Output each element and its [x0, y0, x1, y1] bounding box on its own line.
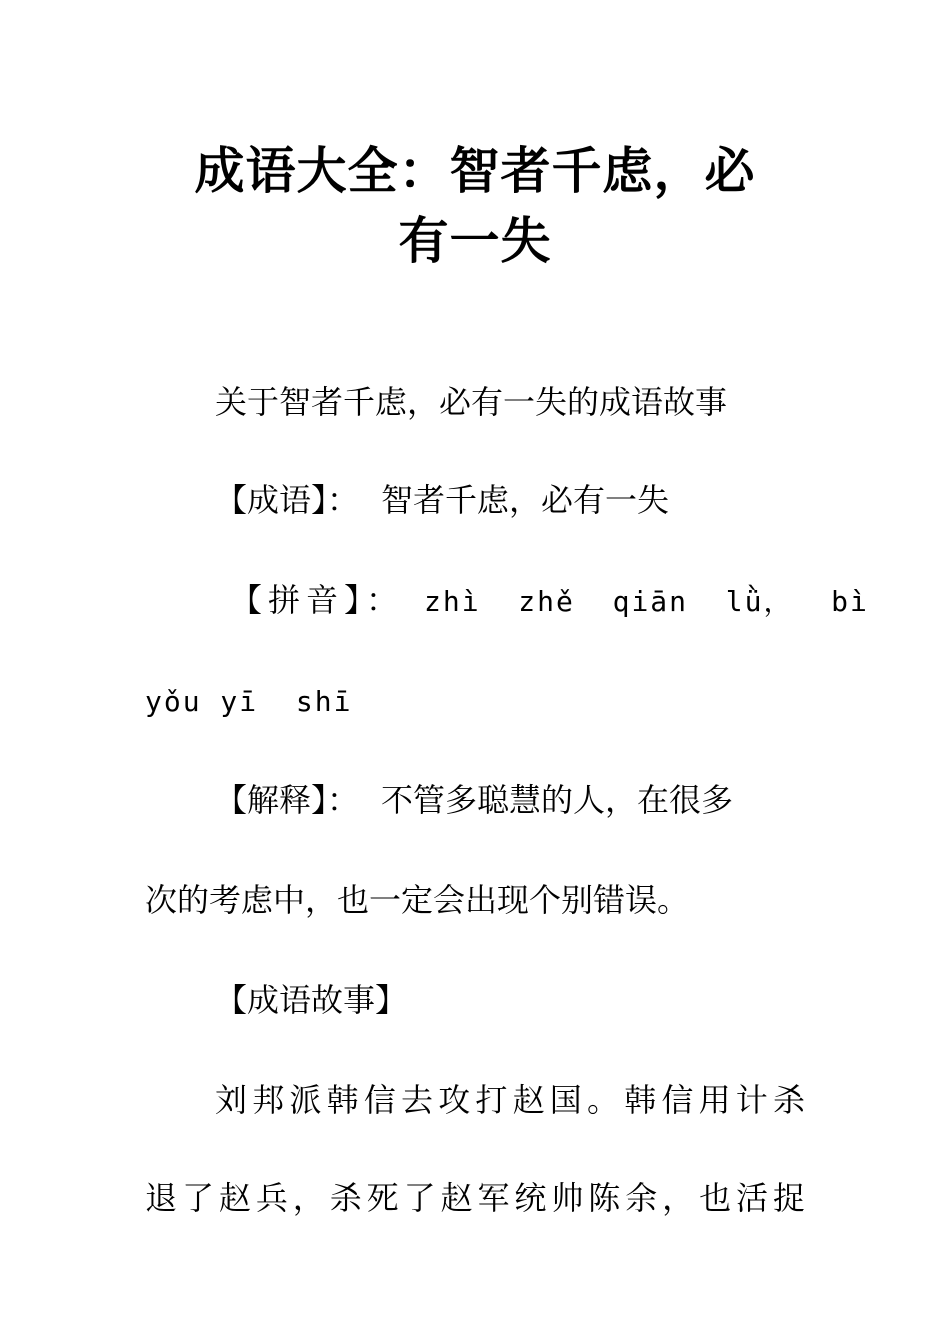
explanation-value-line-2: 次的考虑中，也一定会出现个别错误。	[145, 881, 690, 919]
page-title-line-1: 成语大全：智者千虑，必	[194, 142, 756, 200]
page-title-line-2: 有一失	[398, 212, 552, 270]
intro-paragraph: 关于智者千虑，必有一失的成语故事	[215, 383, 728, 421]
pinyin-row	[230, 580, 869, 622]
pinyin-label: 【拼音】：	[230, 581, 405, 619]
pinyin-value-line-1: zhì zhě qiān lǜ， bì	[424, 585, 869, 618]
idiom-label: 【成语】：	[215, 481, 360, 519]
explanation-label: 【解释】：	[215, 781, 360, 819]
explanation-value-line-1: 不管多聪慧的人，在很多	[381, 781, 734, 819]
pinyin-value-line-2: yǒu yī shī	[145, 685, 353, 718]
story-paragraph-line-1: 刘邦派韩信去攻打赵国。韩信用计杀	[215, 1081, 805, 1119]
story-paragraph-line-2: 退了赵兵，杀死了赵军统帅陈余，也活捉	[145, 1179, 805, 1217]
idiom-value: 智者千虑，必有一失	[381, 481, 670, 519]
explanation-row	[215, 780, 805, 820]
idiom-row	[215, 480, 805, 520]
story-heading: 【成语故事】	[215, 981, 408, 1019]
